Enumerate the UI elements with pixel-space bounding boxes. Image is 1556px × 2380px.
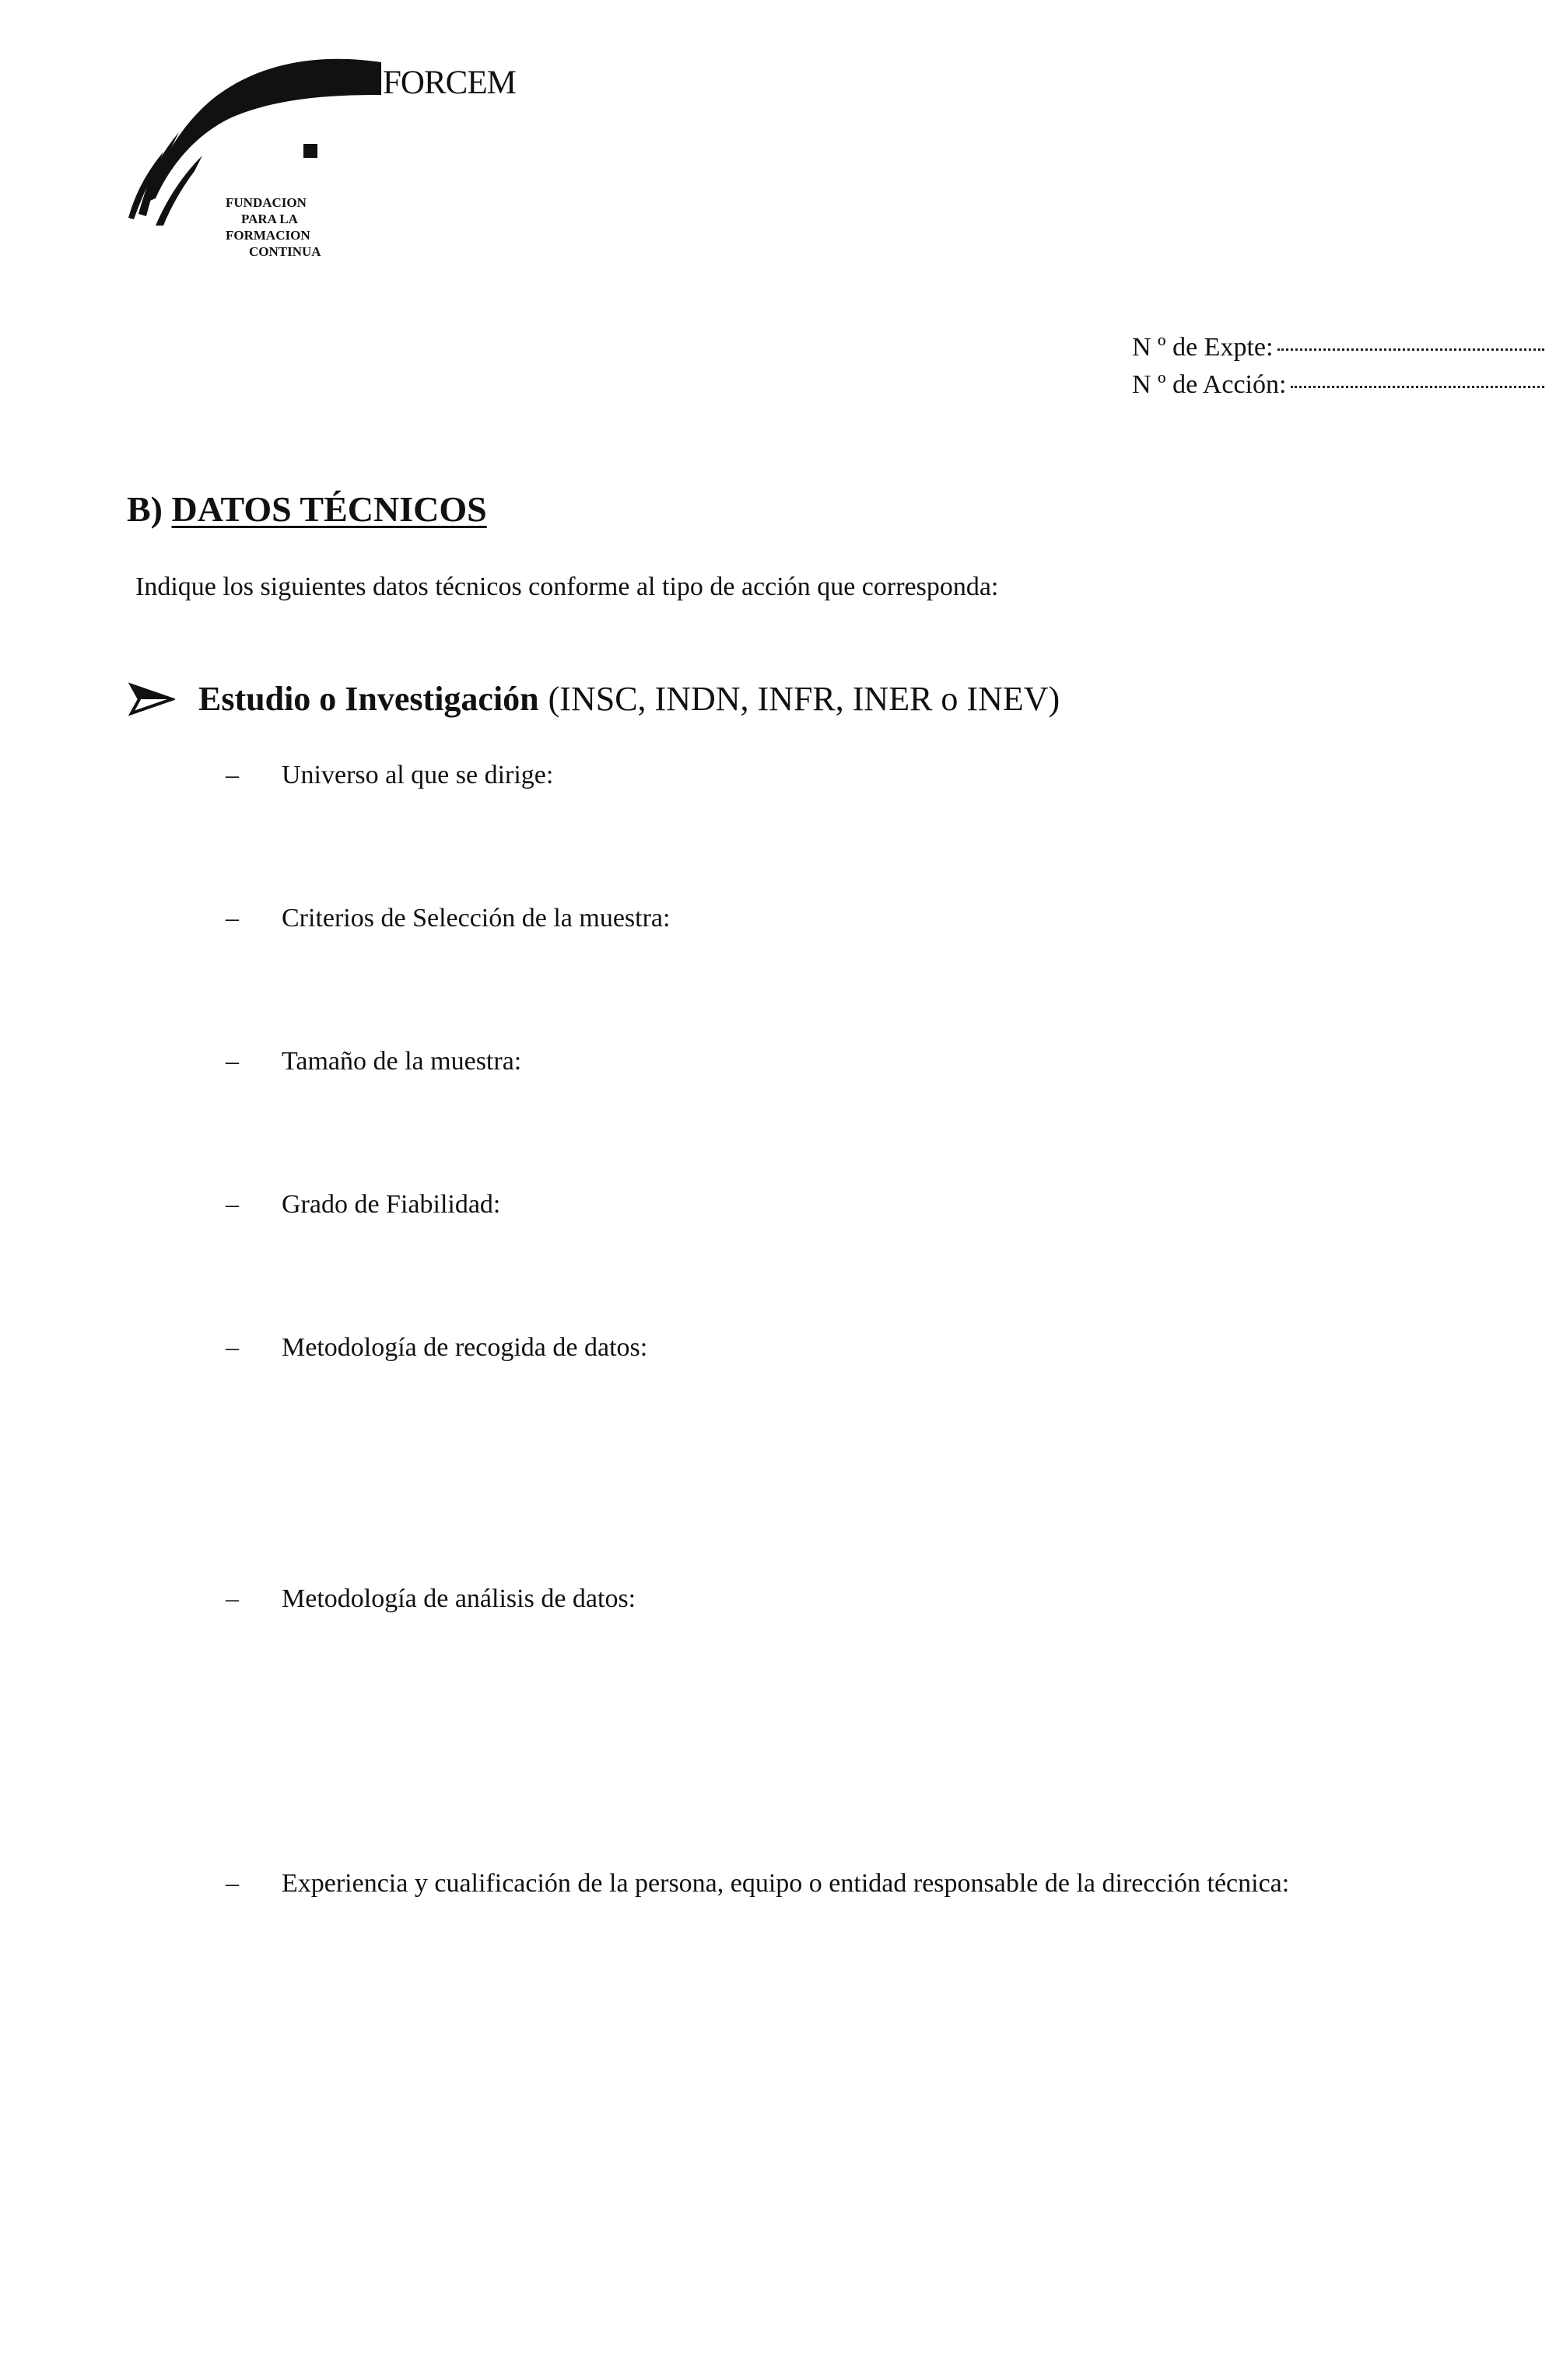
expediente-label: N º de Expte: — [1132, 333, 1274, 362]
item-label-criterios: Criterios de Selección de la muestra: — [282, 904, 671, 933]
bullet-title-codes: (INSC, INDN, INFR, INER o INEV) — [548, 680, 1060, 718]
section-title — [127, 488, 487, 530]
list-item — [226, 1190, 500, 1220]
item-label-fiabilidad: Grado de Fiabilidad: — [282, 1190, 501, 1219]
item-label-analisis: Metodología de análisis de datos: — [282, 1584, 636, 1613]
section-heading: DATOS TÉCNICOS — [171, 489, 487, 529]
bullet-title-bold: Estudio o Investigación — [198, 680, 539, 718]
list-item — [226, 1584, 636, 1614]
dash-bullet: – — [226, 1190, 239, 1219]
dash-bullet: – — [226, 904, 239, 933]
expediente-fill-line[interactable] — [1277, 348, 1544, 351]
accion-label: N º de Acción: — [1132, 370, 1287, 399]
logo-wordmark: FORCEM — [383, 65, 516, 101]
logo-line: PARA LA — [241, 212, 298, 226]
expediente-number-field[interactable] — [1132, 333, 1544, 362]
dash-bullet: – — [226, 1047, 239, 1076]
list-item — [226, 904, 670, 933]
item-label-recogida: Metodología de recogida de datos: — [282, 1333, 648, 1362]
logo-foundation-name — [210, 194, 366, 260]
logo-line: CONTINUA — [249, 244, 321, 259]
dash-bullet: – — [226, 1584, 239, 1613]
list-item — [226, 761, 553, 790]
logo-line: FORMACION — [226, 228, 310, 243]
arrow-bullet-icon — [128, 682, 175, 716]
item-label-universo: Universo al que se dirige: — [282, 761, 554, 789]
accion-number-field[interactable] — [1132, 370, 1544, 400]
accion-fill-line[interactable] — [1291, 385, 1544, 388]
logo-line: FUNDACION — [226, 195, 307, 210]
list-item — [226, 1333, 647, 1363]
item-label-experiencia: Experiencia y cualificación de la persona, equipo o entidad responsable de la dirección técnica: — [282, 1869, 1290, 1898]
intro-instruction: Indique los siguientes datos técnicos conforme al tipo de acción que corresponda: — [135, 572, 999, 601]
dash-bullet: – — [226, 1869, 239, 1898]
list-item — [226, 1869, 1289, 1899]
dash-bullet: – — [226, 1333, 239, 1362]
list-item — [226, 1047, 521, 1076]
bullet-heading — [128, 679, 1060, 719]
section-prefix: B) — [127, 489, 163, 529]
dash-bullet: – — [226, 761, 239, 789]
item-label-tamano: Tamaño de la muestra: — [282, 1047, 522, 1076]
